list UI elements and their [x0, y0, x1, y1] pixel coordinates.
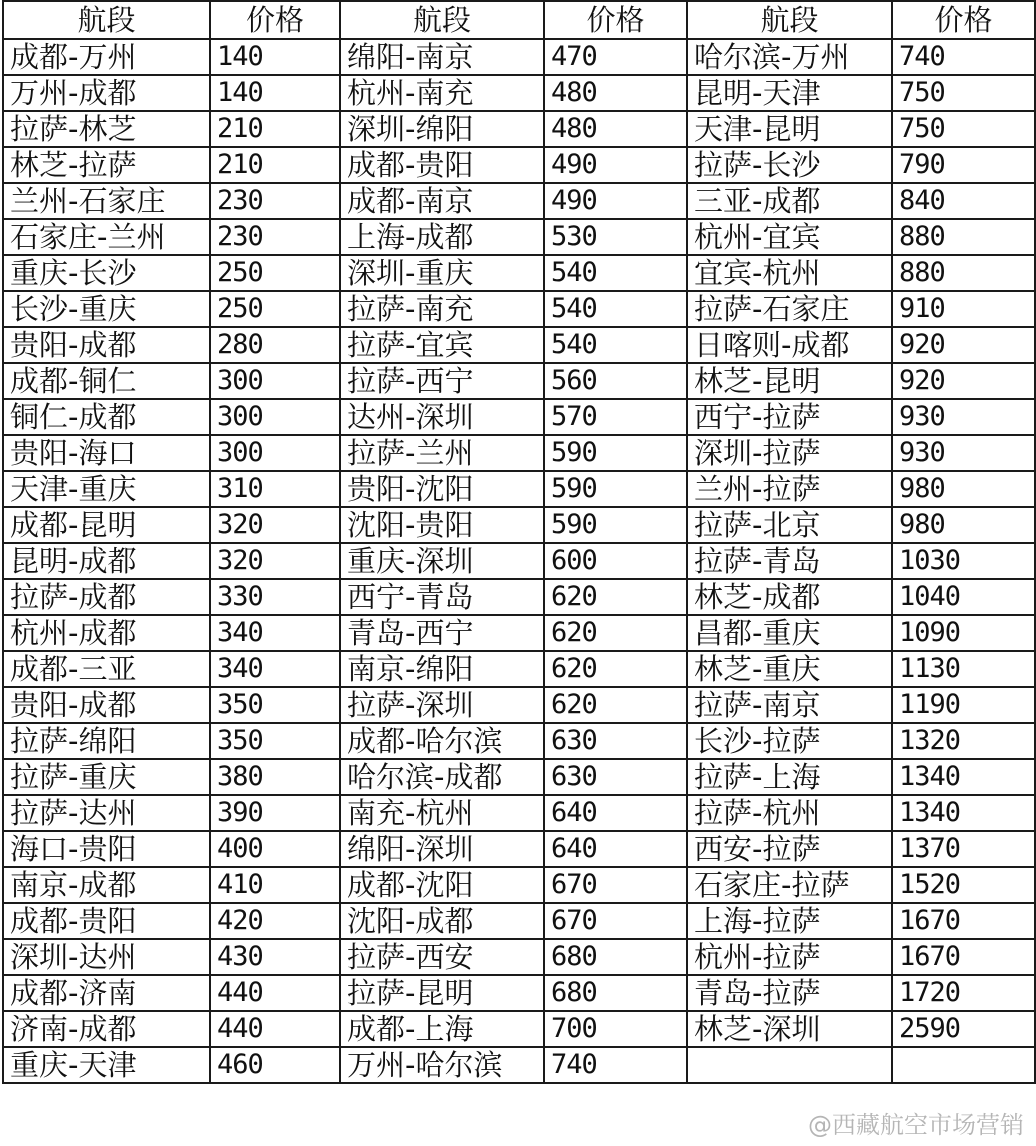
price-cell: 300 — [210, 363, 340, 399]
price-cell: 300 — [210, 435, 340, 471]
price-cell: 560 — [544, 363, 687, 399]
header-route-2: 航段 — [340, 1, 544, 39]
price-cell: 540 — [544, 255, 687, 291]
price-cell: 440 — [210, 975, 340, 1011]
price-cell: 670 — [544, 867, 687, 903]
route-cell: 拉萨-青岛 — [687, 543, 892, 579]
route-cell: 成都-铜仁 — [3, 363, 210, 399]
price-cell: 1720 — [892, 975, 1035, 1011]
price-cell: 680 — [544, 975, 687, 1011]
route-cell: 拉萨-深圳 — [340, 687, 544, 723]
price-cell: 1030 — [892, 543, 1035, 579]
header-price-1: 价格 — [210, 1, 340, 39]
table-row — [3, 831, 1035, 867]
price-cell: 400 — [210, 831, 340, 867]
route-cell: 昌都-重庆 — [687, 615, 892, 651]
route-cell: 成都-济南 — [3, 975, 210, 1011]
route-cell: 拉萨-长沙 — [687, 147, 892, 183]
table-row — [3, 867, 1035, 903]
route-cell: 宜宾-杭州 — [687, 255, 892, 291]
table-row — [3, 435, 1035, 471]
route-cell: 拉萨-昆明 — [340, 975, 544, 1011]
price-cell: 250 — [210, 255, 340, 291]
route-cell: 昆明-成都 — [3, 543, 210, 579]
route-cell: 林芝-重庆 — [687, 651, 892, 687]
price-cell: 1040 — [892, 579, 1035, 615]
route-cell: 拉萨-南充 — [340, 291, 544, 327]
route-cell: 拉萨-宜宾 — [340, 327, 544, 363]
route-cell: 西宁-拉萨 — [687, 399, 892, 435]
price-cell: 250 — [210, 291, 340, 327]
table-row — [3, 471, 1035, 507]
route-cell: 拉萨-石家庄 — [687, 291, 892, 327]
route-cell: 青岛-西宁 — [340, 615, 544, 651]
table-row — [3, 399, 1035, 435]
route-cell: 三亚-成都 — [687, 183, 892, 219]
route-cell: 林芝-深圳 — [687, 1011, 892, 1047]
price-cell: 1090 — [892, 615, 1035, 651]
route-cell: 重庆-深圳 — [340, 543, 544, 579]
price-cell: 140 — [210, 39, 340, 75]
price-cell: 740 — [544, 1047, 687, 1083]
price-cell: 750 — [892, 111, 1035, 147]
price-cell: 330 — [210, 579, 340, 615]
price-cell: 750 — [892, 75, 1035, 111]
price-cell: 670 — [544, 903, 687, 939]
route-cell: 兰州-拉萨 — [687, 471, 892, 507]
price-cell: 210 — [210, 111, 340, 147]
table-row — [3, 543, 1035, 579]
route-cell: 成都-上海 — [340, 1011, 544, 1047]
price-cell: 350 — [210, 723, 340, 759]
header-route-3: 航段 — [687, 1, 892, 39]
route-cell: 拉萨-南京 — [687, 687, 892, 723]
price-cell: 920 — [892, 363, 1035, 399]
route-cell: 成都-南京 — [340, 183, 544, 219]
route-cell: 长沙-重庆 — [3, 291, 210, 327]
table-row — [3, 255, 1035, 291]
price-cell: 140 — [210, 75, 340, 111]
route-cell: 南京-成都 — [3, 867, 210, 903]
price-cell: 640 — [544, 795, 687, 831]
route-cell: 拉萨-北京 — [687, 507, 892, 543]
table-row — [3, 219, 1035, 255]
price-cell: 410 — [210, 867, 340, 903]
price-cell: 470 — [544, 39, 687, 75]
price-cell: 1670 — [892, 903, 1035, 939]
table-row — [3, 795, 1035, 831]
table-row — [3, 363, 1035, 399]
route-cell: 重庆-长沙 — [3, 255, 210, 291]
header-price-2: 价格 — [544, 1, 687, 39]
price-cell: 230 — [210, 183, 340, 219]
price-cell: 620 — [544, 687, 687, 723]
price-cell: 210 — [210, 147, 340, 183]
table-header — [3, 1, 1035, 39]
table-row — [3, 723, 1035, 759]
table-row — [3, 507, 1035, 543]
route-cell: 拉萨-重庆 — [3, 759, 210, 795]
table-row — [3, 39, 1035, 75]
route-cell: 南充-杭州 — [340, 795, 544, 831]
table-row — [3, 579, 1035, 615]
table-row — [3, 327, 1035, 363]
price-cell: 630 — [544, 723, 687, 759]
price-cell: 540 — [544, 291, 687, 327]
route-cell: 拉萨-林芝 — [3, 111, 210, 147]
price-cell: 930 — [892, 435, 1035, 471]
price-cell: 350 — [210, 687, 340, 723]
route-cell: 石家庄-兰州 — [3, 219, 210, 255]
price-cell: 1320 — [892, 723, 1035, 759]
route-cell: 成都-贵阳 — [3, 903, 210, 939]
table-row — [3, 615, 1035, 651]
route-cell: 万州-哈尔滨 — [340, 1047, 544, 1083]
route-cell: 西宁-青岛 — [340, 579, 544, 615]
price-cell: 1370 — [892, 831, 1035, 867]
header-route-1: 航段 — [3, 1, 210, 39]
route-cell: 贵阳-成都 — [3, 327, 210, 363]
route-cell: 拉萨-上海 — [687, 759, 892, 795]
route-cell: 杭州-拉萨 — [687, 939, 892, 975]
route-cell: 林芝-昆明 — [687, 363, 892, 399]
route-cell: 成都-三亚 — [3, 651, 210, 687]
route-cell: 贵阳-海口 — [3, 435, 210, 471]
price-cell: 280 — [210, 327, 340, 363]
table-row — [3, 975, 1035, 1011]
price-cell: 840 — [892, 183, 1035, 219]
price-cell: 420 — [210, 903, 340, 939]
price-cell: 340 — [210, 615, 340, 651]
route-cell: 深圳-达州 — [3, 939, 210, 975]
price-cell: 1520 — [892, 867, 1035, 903]
route-cell: 拉萨-绵阳 — [3, 723, 210, 759]
price-cell: 630 — [544, 759, 687, 795]
route-cell: 拉萨-兰州 — [340, 435, 544, 471]
price-cell: 320 — [210, 543, 340, 579]
price-cell: 490 — [544, 183, 687, 219]
route-cell: 青岛-拉萨 — [687, 975, 892, 1011]
route-cell: 绵阳-南京 — [340, 39, 544, 75]
price-cell: 640 — [544, 831, 687, 867]
route-cell: 昆明-天津 — [687, 75, 892, 111]
price-cell: 600 — [544, 543, 687, 579]
route-cell: 天津-重庆 — [3, 471, 210, 507]
route-cell: 拉萨-成都 — [3, 579, 210, 615]
route-cell: 贵阳-成都 — [3, 687, 210, 723]
route-cell: 海口-贵阳 — [3, 831, 210, 867]
route-cell: 拉萨-达州 — [3, 795, 210, 831]
price-cell: 880 — [892, 219, 1035, 255]
price-cell: 980 — [892, 471, 1035, 507]
price-cell: 680 — [544, 939, 687, 975]
price-cell: 620 — [544, 579, 687, 615]
route-cell: 济南-成都 — [3, 1011, 210, 1047]
route-cell: 成都-哈尔滨 — [340, 723, 544, 759]
price-cell: 590 — [544, 471, 687, 507]
route-cell: 深圳-绵阳 — [340, 111, 544, 147]
route-cell: 杭州-宜宾 — [687, 219, 892, 255]
price-cell: 320 — [210, 507, 340, 543]
price-cell: 490 — [544, 147, 687, 183]
route-cell: 拉萨-西安 — [340, 939, 544, 975]
table-row — [3, 75, 1035, 111]
header-price-3: 价格 — [892, 1, 1035, 39]
price-cell: 590 — [544, 507, 687, 543]
route-cell: 贵阳-沈阳 — [340, 471, 544, 507]
route-cell: 拉萨-西宁 — [340, 363, 544, 399]
route-cell: 上海-拉萨 — [687, 903, 892, 939]
price-cell: 980 — [892, 507, 1035, 543]
route-cell: 沈阳-贵阳 — [340, 507, 544, 543]
flight-price-table — [2, 0, 1036, 1084]
price-cell: 620 — [544, 651, 687, 687]
route-cell: 成都-沈阳 — [340, 867, 544, 903]
table-row — [3, 111, 1035, 147]
route-cell: 重庆-天津 — [3, 1047, 210, 1083]
price-cell: 530 — [544, 219, 687, 255]
route-cell: 万州-成都 — [3, 75, 210, 111]
price-cell: 1130 — [892, 651, 1035, 687]
price-cell: 480 — [544, 75, 687, 111]
route-cell: 杭州-南充 — [340, 75, 544, 111]
price-cell: 1340 — [892, 759, 1035, 795]
price-cell: 590 — [544, 435, 687, 471]
header-row — [3, 1, 1035, 39]
table-row — [3, 651, 1035, 687]
price-cell: 440 — [210, 1011, 340, 1047]
price-cell: 480 — [544, 111, 687, 147]
price-cell: 340 — [210, 651, 340, 687]
price-cell: 920 — [892, 327, 1035, 363]
route-cell: 上海-成都 — [340, 219, 544, 255]
price-cell: 790 — [892, 147, 1035, 183]
route-cell: 达州-深圳 — [340, 399, 544, 435]
route-cell: 铜仁-成都 — [3, 399, 210, 435]
route-cell: 日喀则-成都 — [687, 327, 892, 363]
route-cell: 沈阳-成都 — [340, 903, 544, 939]
route-cell: 哈尔滨-成都 — [340, 759, 544, 795]
table-row — [3, 903, 1035, 939]
price-cell: 460 — [210, 1047, 340, 1083]
price-cell: 1340 — [892, 795, 1035, 831]
route-cell: 林芝-成都 — [687, 579, 892, 615]
route-cell: 成都-万州 — [3, 39, 210, 75]
table-row — [3, 1047, 1035, 1083]
table-row — [3, 291, 1035, 327]
table-body — [3, 39, 1035, 1083]
route-cell: 深圳-重庆 — [340, 255, 544, 291]
price-cell: 2590 — [892, 1011, 1035, 1047]
price-cell: 310 — [210, 471, 340, 507]
price-cell — [892, 1047, 1035, 1083]
price-cell: 620 — [544, 615, 687, 651]
route-cell: 深圳-拉萨 — [687, 435, 892, 471]
route-cell: 哈尔滨-万州 — [687, 39, 892, 75]
route-cell: 绵阳-深圳 — [340, 831, 544, 867]
price-cell: 880 — [892, 255, 1035, 291]
price-cell: 910 — [892, 291, 1035, 327]
route-cell: 拉萨-杭州 — [687, 795, 892, 831]
price-cell: 740 — [892, 39, 1035, 75]
route-cell: 长沙-拉萨 — [687, 723, 892, 759]
price-cell: 540 — [544, 327, 687, 363]
table-row — [3, 1011, 1035, 1047]
price-cell: 430 — [210, 939, 340, 975]
route-cell: 林芝-拉萨 — [3, 147, 210, 183]
route-cell: 成都-昆明 — [3, 507, 210, 543]
table-row — [3, 147, 1035, 183]
table-row — [3, 687, 1035, 723]
price-cell: 390 — [210, 795, 340, 831]
price-cell: 380 — [210, 759, 340, 795]
route-cell: 兰州-石家庄 — [3, 183, 210, 219]
route-cell: 成都-贵阳 — [340, 147, 544, 183]
price-cell: 570 — [544, 399, 687, 435]
route-cell: 南京-绵阳 — [340, 651, 544, 687]
price-cell: 1190 — [892, 687, 1035, 723]
route-cell — [687, 1047, 892, 1083]
price-cell: 300 — [210, 399, 340, 435]
route-cell: 杭州-成都 — [3, 615, 210, 651]
route-cell: 天津-昆明 — [687, 111, 892, 147]
watermark: @西藏航空市场营销 — [804, 1105, 1028, 1140]
table-row — [3, 939, 1035, 975]
price-cell: 1670 — [892, 939, 1035, 975]
price-cell: 700 — [544, 1011, 687, 1047]
route-cell: 西安-拉萨 — [687, 831, 892, 867]
table-row — [3, 759, 1035, 795]
price-cell: 230 — [210, 219, 340, 255]
price-cell: 930 — [892, 399, 1035, 435]
table-row — [3, 183, 1035, 219]
route-cell: 石家庄-拉萨 — [687, 867, 892, 903]
